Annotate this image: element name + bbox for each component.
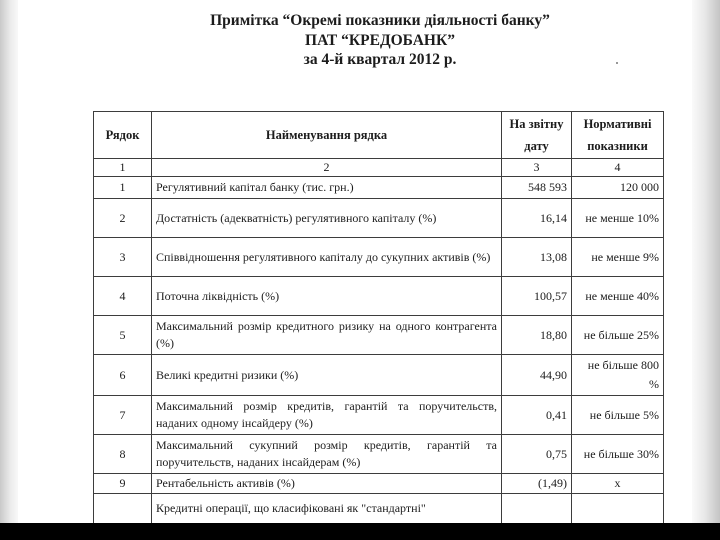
- row-value: 13,08: [502, 238, 572, 277]
- table-row: [94, 474, 664, 494]
- table-row: [94, 238, 664, 277]
- table-row: [94, 316, 664, 355]
- indicators-table: [93, 111, 664, 524]
- row-name: Достатність (адекватність) регулятивного капіталу (%): [152, 199, 502, 238]
- column-header-row-number: Рядок: [94, 112, 152, 159]
- row-value: 0,75: [502, 435, 572, 474]
- row-value: 16,14: [502, 199, 572, 238]
- row-value: [502, 494, 572, 524]
- row-norm: не більше 800 %: [572, 355, 664, 396]
- column-number: 3: [502, 159, 572, 177]
- row-norm: не менше 10%: [572, 199, 664, 238]
- row-name: Поточна ліквідність (%): [152, 277, 502, 316]
- row-value: 18,80: [502, 316, 572, 355]
- row-value: 44,90: [502, 355, 572, 396]
- table-row: [94, 396, 664, 435]
- row-number: [94, 494, 152, 524]
- row-number: 5: [94, 316, 152, 355]
- row-value: 100,57: [502, 277, 572, 316]
- scan-right-shadow: [692, 0, 720, 540]
- row-name: Максимальний розмір кредитного ризику на одного контрагента (%): [152, 316, 502, 355]
- bank-name: ПАТ “КРЕДОБАНК”: [305, 32, 455, 49]
- table-row: [94, 199, 664, 238]
- row-value: 0,41: [502, 396, 572, 435]
- column-number: 1: [94, 159, 152, 177]
- row-name: Кредитні операції, що класифіковані як "стандартні": [152, 494, 502, 524]
- row-norm: не більше 5%: [572, 396, 664, 435]
- column-header-norms: Нормативні показники: [572, 112, 664, 159]
- column-number: 2: [152, 159, 502, 177]
- table-row: [94, 277, 664, 316]
- column-header-name: Найменування рядка: [152, 112, 502, 159]
- row-value: (1,49): [502, 474, 572, 494]
- row-value: 548 593: [502, 177, 572, 199]
- row-norm: не менше 9%: [572, 238, 664, 277]
- column-number: 4: [572, 159, 664, 177]
- row-norm: не менше 40%: [572, 277, 664, 316]
- table-row: [94, 435, 664, 474]
- row-number: 1: [94, 177, 152, 199]
- row-number: 3: [94, 238, 152, 277]
- report-period: за 4-й квартал 2012 р.: [303, 51, 457, 68]
- document-title: Примітка “Окремі показники діяльності банку”: [210, 12, 550, 29]
- column-header-reporting-date: На звітну дату: [502, 112, 572, 159]
- row-number: 2: [94, 199, 152, 238]
- row-number: 4: [94, 277, 152, 316]
- row-number: 7: [94, 396, 152, 435]
- row-norm: не більше 30%: [572, 435, 664, 474]
- row-number: 8: [94, 435, 152, 474]
- table-header-row: [94, 112, 664, 159]
- row-norm: 120 000: [572, 177, 664, 199]
- row-name: Регулятивний капітал банку (тис. грн.): [152, 177, 502, 199]
- column-number-row: [94, 159, 664, 177]
- table-row: [94, 494, 664, 524]
- table-row: [94, 177, 664, 199]
- row-norm: х: [572, 474, 664, 494]
- row-norm: не більше 25%: [572, 316, 664, 355]
- scan-speck: [616, 62, 618, 64]
- row-number: 6: [94, 355, 152, 396]
- bottom-black-bar: [0, 523, 720, 540]
- row-name: Максимальний розмір кредитів, гарантій та поручительств, наданих одному інсайдеру (%): [152, 396, 502, 435]
- scan-left-shadow: [0, 0, 18, 540]
- table-row: [94, 355, 664, 396]
- row-name: Рентабельність активів (%): [152, 474, 502, 494]
- row-number: 9: [94, 474, 152, 494]
- row-name: Максимальний сукупний розмір кредитів, гарантій та поручительств, наданих інсайдерам (%): [152, 435, 502, 474]
- row-name: Співвідношення регулятивного капіталу до сукупних активів (%): [152, 238, 502, 277]
- row-name: Великі кредитні ризики (%): [152, 355, 502, 396]
- row-norm: [572, 494, 664, 524]
